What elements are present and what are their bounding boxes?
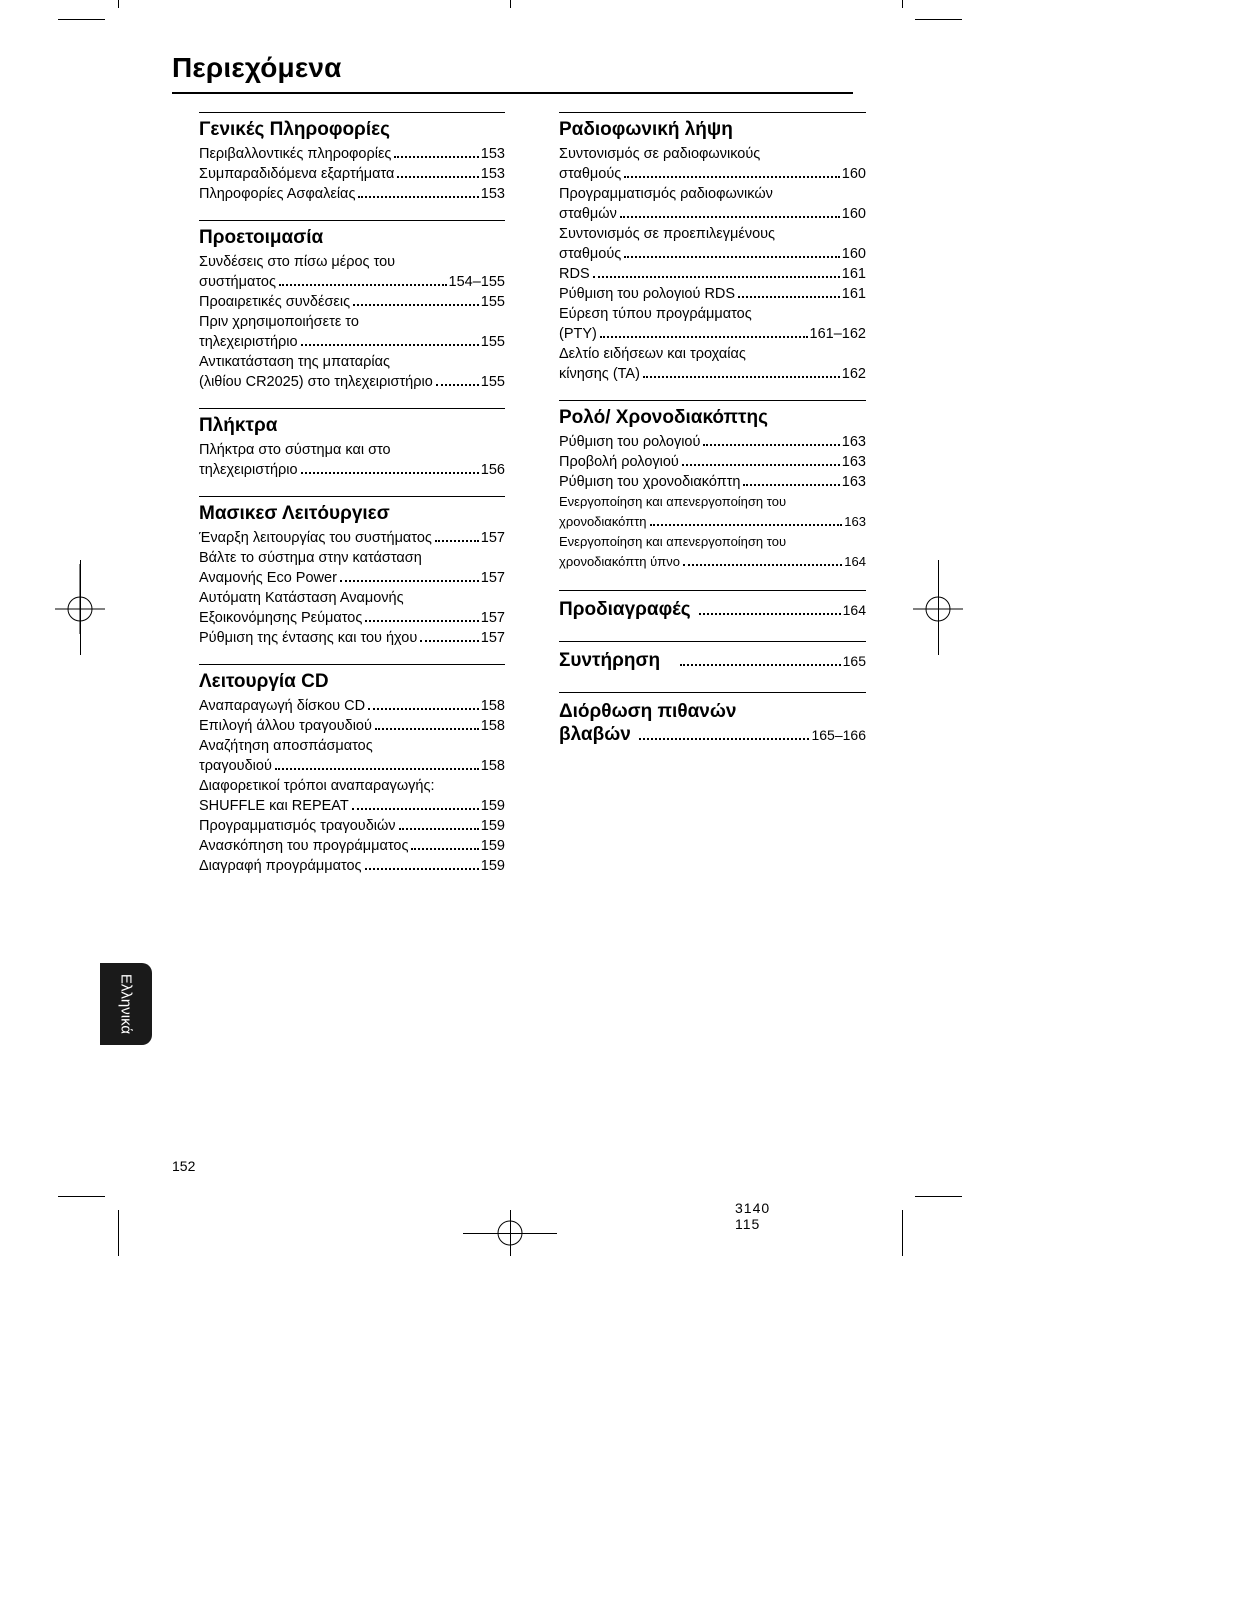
toc-entry-row <box>199 528 505 548</box>
page-title: Περιεχόμενα <box>172 52 342 83</box>
section-troubleshooting <box>559 692 866 746</box>
dot-leader <box>650 524 843 526</box>
toc-entry-row <box>559 552 866 572</box>
page-number: 152 <box>172 1158 196 1174</box>
toc-section <box>199 664 505 876</box>
crop-mark <box>915 1196 962 1197</box>
toc-entry-line: Ενεργοποίηση και απενεργοποίηση του <box>559 494 787 509</box>
toc-page-number: 158 <box>480 698 505 714</box>
toc-entry[interactable] <box>199 836 505 856</box>
toc-entry[interactable] <box>199 628 505 648</box>
toc-entry-text: Ανασκόπηση του προγράμματος <box>199 838 409 854</box>
dot-leader <box>699 613 841 615</box>
toc-page-number: 158 <box>480 718 505 734</box>
toc-entry-text: Προγραμματισμός τραγουδιών <box>199 818 396 834</box>
dot-leader <box>743 484 839 486</box>
section-title: Ραδιοφωνική λήψη <box>559 119 733 140</box>
toc-entry[interactable] <box>199 816 505 836</box>
toc-entry-text: Επιλογή άλλου τραγουδιού <box>199 718 372 734</box>
toc-entry-line: Συντονισμός σε ραδιοφωνικούς <box>559 146 761 162</box>
toc-page-number: 163 <box>841 474 866 490</box>
toc-entry-text: Περιβαλλοντικές πληροφορίες <box>199 146 392 162</box>
toc-page-number: 157 <box>480 630 505 646</box>
dot-leader <box>301 344 479 346</box>
toc-page-number: 157 <box>480 570 505 586</box>
toc-entry-text: Διαγραφή προγράμματος <box>199 858 362 874</box>
toc-entry[interactable] <box>199 292 505 312</box>
dot-leader <box>624 256 840 258</box>
toc-entry-text: χρονοδιακόπτη ύπνο <box>559 554 680 569</box>
crop-mark <box>902 1210 903 1256</box>
footer-code-text: 3140 115 <box>735 1200 771 1232</box>
footer-code <box>735 1200 800 1232</box>
toc-entry[interactable] <box>559 723 866 746</box>
dot-leader <box>353 304 479 306</box>
toc-page-number: 157 <box>480 530 505 546</box>
toc-page-number: 153 <box>480 186 505 202</box>
language-tab-label: Ελληνικά <box>117 973 135 1035</box>
dot-leader <box>397 176 478 178</box>
toc-entry-row <box>199 292 505 312</box>
toc-entry[interactable] <box>559 224 866 264</box>
toc-entry-line: Αναζήτηση αποσπάσματος <box>199 738 373 754</box>
section-title: Λειτουργία CD <box>199 671 329 692</box>
toc-entry-line: Εύρεση τύπου προγράμματος <box>559 306 752 322</box>
toc-entry[interactable] <box>559 432 866 452</box>
toc-page-number: 161–162 <box>809 326 866 342</box>
dot-leader <box>420 640 479 642</box>
toc-entry[interactable] <box>559 492 866 532</box>
toc-entry[interactable] <box>559 284 866 304</box>
crop-mark <box>510 0 511 8</box>
dot-leader <box>703 444 839 446</box>
toc-right-column <box>559 112 866 746</box>
toc-page-number: 158 <box>480 758 505 774</box>
toc-entry-row <box>199 568 505 588</box>
toc-page-number: 153 <box>480 166 505 182</box>
toc-entry-row <box>559 472 866 492</box>
toc-entry[interactable] <box>199 856 505 876</box>
toc-page-number: 162 <box>841 366 866 382</box>
toc-entry-text: Εξοικονόμησης Ρεύματος <box>199 610 363 626</box>
toc-entry-line: Πλήκτρα στο σύστημα και στο <box>199 442 391 458</box>
dot-leader <box>301 472 479 474</box>
toc-entry-text: τηλεχειριστήριο <box>199 334 298 350</box>
toc-entry[interactable] <box>199 252 505 292</box>
toc-page-number: 165–166 <box>811 727 866 743</box>
toc-entry[interactable] <box>199 588 505 628</box>
toc-entry-row <box>199 696 505 716</box>
toc-entry-text: τραγουδιού <box>199 758 272 774</box>
toc-entry[interactable] <box>199 352 505 392</box>
toc-entry-text: Ρύθμιση της έντασης και του ήχου <box>199 630 418 646</box>
section-title: Προετοιμασία <box>199 227 324 248</box>
dot-leader <box>365 868 479 870</box>
dot-leader <box>368 708 479 710</box>
toc-entry[interactable] <box>199 184 505 204</box>
toc-section <box>199 408 505 480</box>
toc-entry[interactable] <box>559 452 866 472</box>
toc-entry-row <box>559 204 866 224</box>
toc-page-number: 165 <box>842 653 866 669</box>
dot-leader <box>683 564 842 566</box>
toc-left-column <box>199 112 505 876</box>
crop-mark <box>118 1210 119 1256</box>
toc-entry-row <box>199 372 505 392</box>
dot-leader <box>375 728 479 730</box>
section-specifications <box>559 590 866 621</box>
toc-page-number: 159 <box>480 858 505 874</box>
toc-entry-text: χρονοδιακόπτη <box>559 514 647 529</box>
toc-entry-line: Συντονισμός σε προεπιλεγμένους <box>559 226 776 242</box>
toc-entry-text: Προβολή ρολογιού <box>559 454 679 470</box>
toc-entry-text: Πληροφορίες Ασφαλείας <box>199 186 356 202</box>
dot-leader <box>682 464 840 466</box>
toc-entry-text: σταθμών <box>559 206 617 222</box>
dot-leader <box>399 828 479 830</box>
dot-leader <box>352 808 479 810</box>
toc-entry-text: Έναρξη λειτουργίας του συστήματος <box>199 530 432 546</box>
toc-entry[interactable] <box>559 598 866 621</box>
toc-entry-row <box>199 756 505 776</box>
registration-mark <box>913 584 963 634</box>
toc-entry-line: Προγραμματισμός ραδιοφωνικών <box>559 186 773 202</box>
toc-entry[interactable] <box>199 548 505 588</box>
toc-entry[interactable] <box>559 184 866 224</box>
dot-leader <box>620 216 840 218</box>
toc-page-number: 161 <box>841 286 866 302</box>
toc-page-number: 154–155 <box>448 274 505 290</box>
dot-leader <box>436 384 479 386</box>
toc-entry-text: σταθμούς <box>559 166 622 182</box>
section-radio <box>559 112 866 384</box>
toc-entry[interactable] <box>199 440 505 480</box>
toc-entry-line: Πριν χρησιμοποιήσετε το <box>199 314 359 330</box>
dot-leader <box>435 540 479 542</box>
toc-entry-line: Διαφορετικοί τρόποι αναπαραγωγής: <box>199 778 435 794</box>
dot-leader <box>394 156 478 158</box>
toc-page-number: 161 <box>841 266 866 282</box>
crop-mark <box>58 1196 105 1197</box>
dot-leader <box>643 376 840 378</box>
toc-section <box>199 496 505 648</box>
toc-page-number: 160 <box>841 206 866 222</box>
section-title: Μασικεσ Λειτόυργιεσ <box>199 503 390 524</box>
toc-entry[interactable] <box>559 649 866 672</box>
dot-leader <box>639 738 810 740</box>
toc-entry[interactable] <box>559 344 866 384</box>
toc-page-number: 153 <box>480 146 505 162</box>
toc-entry[interactable] <box>559 472 866 492</box>
toc-entry-line: Αντικατάσταση της μπαταρίας <box>199 354 390 370</box>
toc-entry-row <box>199 608 505 628</box>
toc-entry[interactable] <box>559 532 866 572</box>
section-title: Ρολό/ Χρονοδιακόπτης <box>559 407 769 428</box>
toc-page-number: 155 <box>480 374 505 390</box>
section-clock-timer <box>559 400 866 572</box>
toc-entry[interactable] <box>559 264 866 284</box>
crop-mark <box>58 19 105 20</box>
toc-page-number: 157 <box>480 610 505 626</box>
toc-page-number: 160 <box>841 246 866 262</box>
toc-entry-title: Προδιαγραφές <box>559 599 691 620</box>
toc-entry[interactable] <box>199 716 505 736</box>
dot-leader <box>358 196 478 198</box>
toc-page-number: 163 <box>844 514 866 529</box>
toc-entry-row <box>199 144 505 164</box>
toc-entry-row <box>559 284 866 304</box>
dot-leader <box>365 620 478 622</box>
toc-entry[interactable] <box>199 528 505 548</box>
toc-page-number: 164 <box>844 554 866 569</box>
toc-entry-title: Διόρθωση πιθανών <box>559 701 737 722</box>
toc-entry[interactable] <box>199 776 505 816</box>
toc-entry-text: Αναμονής Eco Power <box>199 570 337 586</box>
toc-page-number: 163 <box>841 454 866 470</box>
registration-mark <box>485 1208 535 1258</box>
toc-page-number: 163 <box>841 434 866 450</box>
crop-mark <box>80 560 81 655</box>
toc-entry[interactable] <box>559 144 866 184</box>
toc-page-number: 155 <box>480 294 505 310</box>
toc-entry-line: Αυτόματη Κατάσταση Αναμονής <box>199 590 404 606</box>
toc-page-number: 156 <box>480 462 505 478</box>
dot-leader <box>600 336 808 338</box>
toc-entry-line: Συνδέσεις στο πίσω μέρος του <box>199 254 396 270</box>
toc-entry-row <box>199 332 505 352</box>
language-tab <box>100 963 152 1045</box>
toc-entry-row <box>199 272 505 292</box>
toc-section <box>199 220 505 392</box>
toc-entry-row <box>199 716 505 736</box>
toc-entry-text: Προαιρετικές συνδέσεις <box>199 294 351 310</box>
dot-leader <box>624 176 840 178</box>
toc-entry[interactable] <box>199 736 505 776</box>
toc-entry-row <box>199 856 505 876</box>
toc-entry-row <box>559 364 866 384</box>
toc-page-number: 164 <box>842 602 866 618</box>
toc-page-number: 160 <box>841 166 866 182</box>
toc-entry-text: (λιθίου CR2025) στο τηλεχειριστήριο <box>199 374 433 390</box>
toc-entry-line: Ενεργοποίηση και απενεργοποίηση του <box>559 534 787 549</box>
title-rule <box>172 92 853 94</box>
toc-entry-text: Συμπαραδιδόμενα εξαρτήματα <box>199 166 395 182</box>
toc-entry-line: Δελτίο ειδήσεων και τροχαίας <box>559 346 746 362</box>
toc-entry-line: Βάλτε το σύστημα στην κατάσταση <box>199 550 422 566</box>
dot-leader <box>275 768 479 770</box>
toc-entry-row <box>559 432 866 452</box>
toc-entry-row <box>199 460 505 480</box>
toc-entry-row <box>559 164 866 184</box>
toc-page-number: 159 <box>480 798 505 814</box>
toc-entry-row <box>559 452 866 472</box>
toc-section <box>199 112 505 204</box>
toc-entry[interactable] <box>199 696 505 716</box>
toc-entry-text: RDS <box>559 266 590 282</box>
toc-entry[interactable] <box>199 164 505 184</box>
toc-entry-row <box>199 796 505 816</box>
toc-entry[interactable] <box>559 304 866 344</box>
toc-entry-text: σταθμούς <box>559 246 622 262</box>
dot-leader <box>411 848 478 850</box>
toc-entry-text: SHUFFLE και REPEAT <box>199 798 349 814</box>
toc-entry-row <box>199 184 505 204</box>
toc-page-number: 155 <box>480 334 505 350</box>
dot-leader <box>680 664 841 666</box>
dot-leader <box>279 284 447 286</box>
crop-mark <box>118 0 119 8</box>
crop-mark <box>902 0 903 8</box>
section-title: Πλήκτρα <box>199 415 278 436</box>
toc-page-number: 159 <box>480 818 505 834</box>
toc-entry-title: βλαβών <box>559 724 631 745</box>
toc-entry-row <box>559 244 866 264</box>
dot-leader <box>593 276 840 278</box>
toc-entry-text: Ρύθμιση του ρολογιού <box>559 434 701 450</box>
toc-entry-row <box>559 324 866 344</box>
section-title: Γενικές Πληροφορίες <box>199 119 390 140</box>
dot-leader <box>340 580 479 582</box>
crop-mark <box>915 19 962 20</box>
toc-entry-text: Ρύθμιση του χρονοδιακόπτη <box>559 474 741 490</box>
toc-entry-row <box>559 512 866 532</box>
toc-page-number: 159 <box>480 838 505 854</box>
toc-entry[interactable] <box>199 144 505 164</box>
toc-entry-row <box>199 628 505 648</box>
toc-entry-row <box>199 164 505 184</box>
toc-entry-row <box>559 264 866 284</box>
toc-entry-text: συστήματος <box>199 274 276 290</box>
dot-leader <box>738 296 840 298</box>
toc-entry-text: (PTY) <box>559 326 597 342</box>
toc-entry[interactable] <box>199 312 505 352</box>
toc-entry-row <box>199 836 505 856</box>
toc-entry-text: Ρύθμιση του ρολογιού RDS <box>559 286 736 302</box>
toc-entry-text: κίνησης (TA) <box>559 366 640 382</box>
section-maintenance <box>559 641 866 672</box>
toc-entry-text: τηλεχειριστήριο <box>199 462 298 478</box>
toc-entry-text: Αναπαραγωγή δίσκου CD <box>199 698 366 714</box>
toc-entry-row <box>199 816 505 836</box>
toc-entry-title: Συντήρηση <box>559 650 661 671</box>
